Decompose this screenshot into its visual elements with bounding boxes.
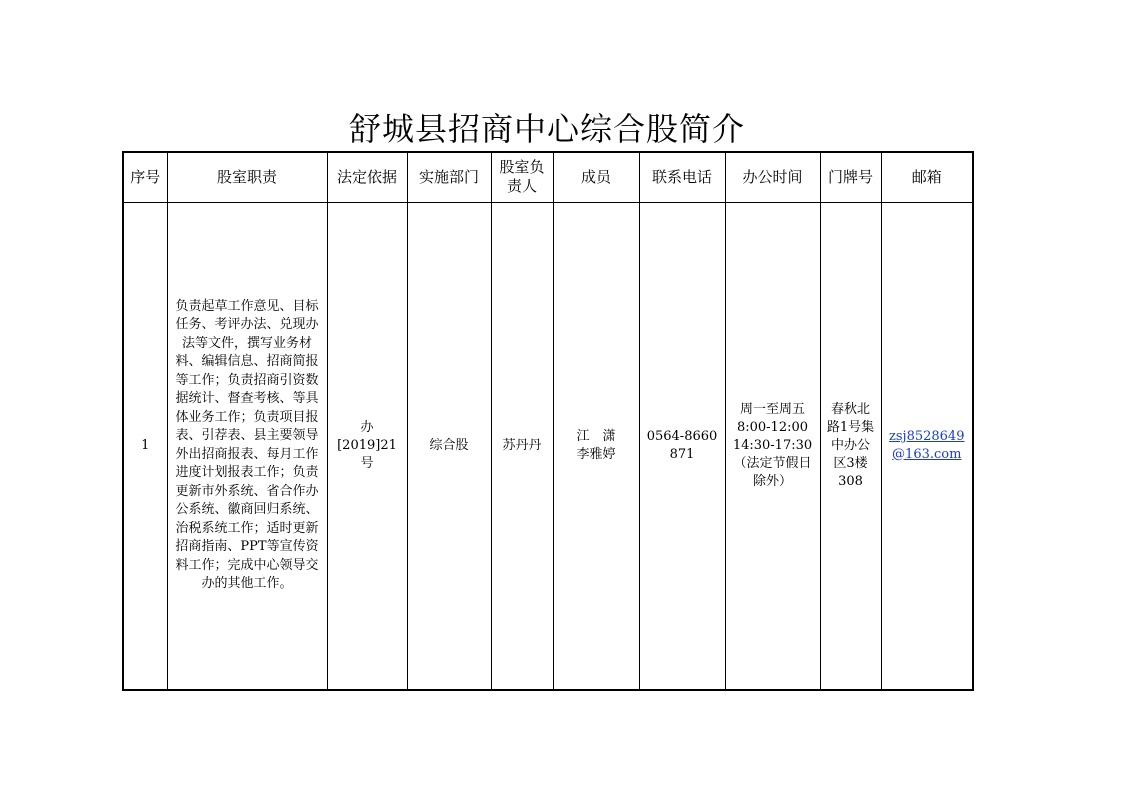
header-seq: 序号 — [123, 152, 167, 202]
hours-afternoon: 14:30-17:30 — [732, 437, 813, 453]
header-room: 门牌号 — [820, 152, 881, 202]
phone-text: 0564-8660871 — [646, 428, 718, 462]
cell-email — [881, 202, 973, 690]
table-header-row — [123, 152, 973, 202]
header-email: 邮箱 — [881, 152, 973, 202]
header-head-label: 股室负责人 — [499, 158, 545, 196]
member-name: 李雅婷 — [576, 446, 616, 462]
member-name: 江 潇 — [576, 428, 616, 444]
email-link[interactable]: zsj8528649@163.com — [889, 428, 965, 462]
page-title: 舒城县招商中心综合股简介 — [348, 110, 745, 148]
header-phone: 联系电话 — [639, 152, 725, 202]
cell-basis — [327, 202, 407, 690]
header-dept: 实施部门 — [407, 152, 491, 202]
cell-hours — [725, 202, 820, 690]
cell-room — [820, 202, 881, 690]
cell-phone — [639, 202, 725, 690]
cell-duty — [167, 202, 327, 690]
cell-members — [553, 202, 639, 690]
header-basis: 法定依据 — [327, 152, 407, 202]
header-head — [491, 152, 553, 202]
room-text: 春秋北路1号集中办公区3楼308 — [826, 401, 875, 489]
duty-text: 负责起草工作意见、目标任务、考评办法、兑现办法等文件，撰写业务材料、编辑信息、招商简报等工作；负责招商引资数据统计、督查考核、等具体业务工作；负责项目报表、引荐表、县主要领导外出招商报表、每月工作进度计划报表工作；负责更新市外系统、省合作办公系统、徽商回归系统、治税系统工作；适时更新招商指南、PPT等宣传资料工作；完成中心领导交办的其他工作。 — [175, 298, 319, 591]
header-members: 成员 — [553, 152, 639, 202]
table-row — [123, 202, 973, 690]
cell-seq — [123, 202, 167, 690]
header-duty: 股室职责 — [167, 152, 327, 202]
cell-head — [491, 202, 553, 690]
cell-dept — [407, 202, 491, 690]
info-table — [122, 151, 974, 691]
hours-note: （法定节假日除外） — [733, 455, 812, 489]
dept-text: 综合股 — [429, 437, 469, 453]
basis-text: 办[2019]21号 — [337, 419, 397, 471]
seq-value: 1 — [141, 437, 150, 453]
hours-morning: 8:00-12:00 — [736, 419, 809, 435]
hours-days: 周一至周五 — [739, 401, 805, 417]
header-hours: 办公时间 — [725, 152, 820, 202]
head-text: 苏丹丹 — [502, 437, 542, 453]
